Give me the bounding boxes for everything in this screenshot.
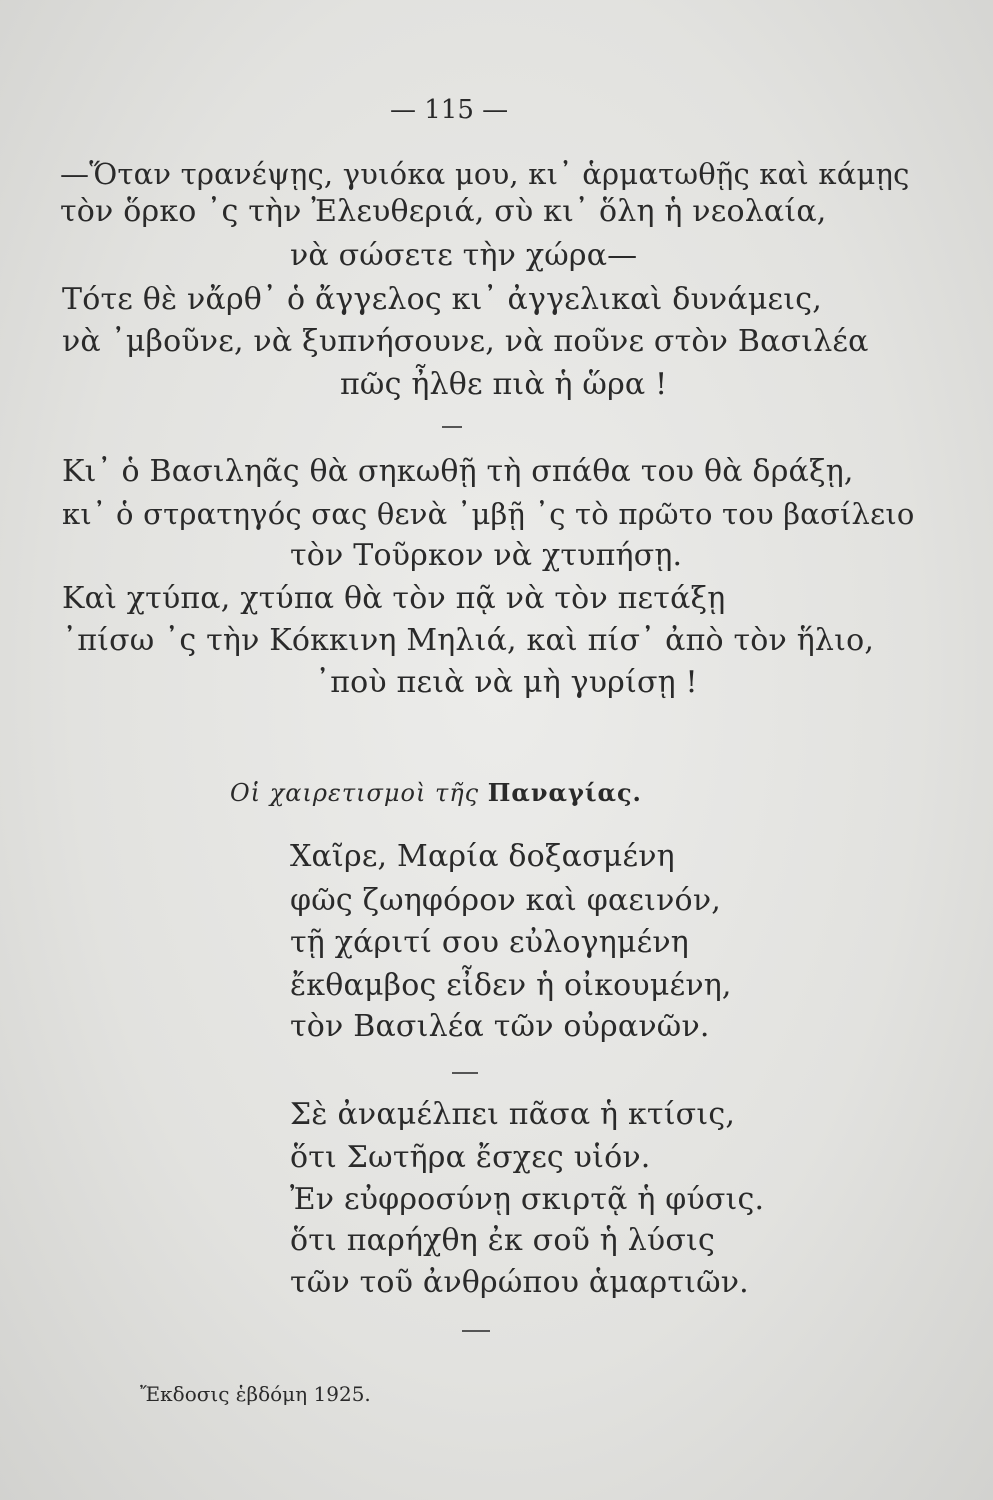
poem-line: ἔκθαμβος εἶδεν ἡ οἰκουμένη, bbox=[290, 968, 732, 1003]
poem-title-prefix: Οἱ χαιρετισμοὶ τῆς bbox=[230, 779, 480, 807]
poem-line: ᾽πίσω ᾽ς τὴν Κόκκινη Μηλιά, καὶ πίσ᾽ ἀπὸ τὸν ἥλιο, bbox=[62, 623, 875, 658]
poem-line: Καὶ χτύπα, χτύπα θὰ τὸν πᾷ νὰ τὸν πετάξῃ bbox=[62, 581, 726, 616]
stanza-divider bbox=[442, 426, 462, 428]
page-number: — 115 — bbox=[390, 95, 509, 125]
poem-line: τὸν ὅρκο ᾽ς τὴν Ἐλευθεριά, σὺ κι᾽ ὅλη ἡ νεολαία, bbox=[60, 194, 827, 229]
poem-line: ὅτι παρήχθη ἐκ σοῦ ἡ λύσις bbox=[290, 1223, 715, 1258]
poem-line: τὸν Τοῦρκον νὰ χτυπήσῃ. bbox=[290, 538, 683, 573]
poem-line: Σὲ ἀναμέλπει πᾶσα ἡ κτίσις, bbox=[290, 1097, 736, 1132]
poem-line: φῶς ζωηφόρον καὶ φαεινόν, bbox=[290, 883, 721, 918]
poem-line: τῇ χάριτί σου εὐλογημένη bbox=[290, 925, 689, 960]
stanza-divider bbox=[452, 1072, 478, 1074]
poem-line: πῶς ἦλθε πιὰ ἡ ὥρα ! bbox=[340, 367, 668, 402]
poem-title bbox=[230, 778, 642, 807]
poem-title-name: Παναγίας. bbox=[487, 778, 642, 807]
poem-line: ὅτι Σωτῆρα ἔσχες υἱόν. bbox=[290, 1140, 651, 1175]
poem-line: —Ὅταν τρανέψῃς, γυιόκα μου, κι᾽ ἁρματωθῇς καὶ κάμῃς bbox=[60, 157, 910, 191]
poem-line: Ἐν εὐφροσύνῃ σκιρτᾷ ἡ φύσις. bbox=[290, 1182, 765, 1217]
poem-line: τὸν Βασιλέα τῶν οὐρανῶν. bbox=[290, 1009, 710, 1044]
poem-line: νὰ σώσετε τὴν χώρα— bbox=[290, 238, 638, 273]
poem-line: νὰ ᾽μβοῦνε, νὰ ξυπνήσουνε, νὰ ποῦνε στὸν Βασιλέα bbox=[62, 324, 869, 359]
poem-line: Κι᾽ ὁ Βασιληᾶς θὰ σηκωθῇ τὴ σπάθα του θὰ δράξῃ, bbox=[62, 454, 854, 489]
poem-line: ᾽ποὺ πειὰ νὰ μὴ γυρίσῃ ! bbox=[315, 665, 698, 700]
poem-line: Τότε θὲ νἄρθ᾽ ὁ ἄγγελος κι᾽ ἀγγελικαὶ δυνάμεις, bbox=[62, 282, 822, 317]
end-divider bbox=[462, 1330, 490, 1332]
edition-note: Ἔκδοσις ἑβδόμη 1925. bbox=[140, 1382, 371, 1406]
poem-line: κι᾽ ὁ στρατηγός σας θενὰ ᾽μβῇ ᾽ς τὸ πρῶτο του βασίλειο bbox=[62, 497, 915, 531]
poem-line: τῶν τοῦ ἀνθρώπου ἁμαρτιῶν. bbox=[290, 1265, 749, 1300]
poem-line: Χαῖρε, Μαρία δοξασμένη bbox=[290, 839, 675, 874]
